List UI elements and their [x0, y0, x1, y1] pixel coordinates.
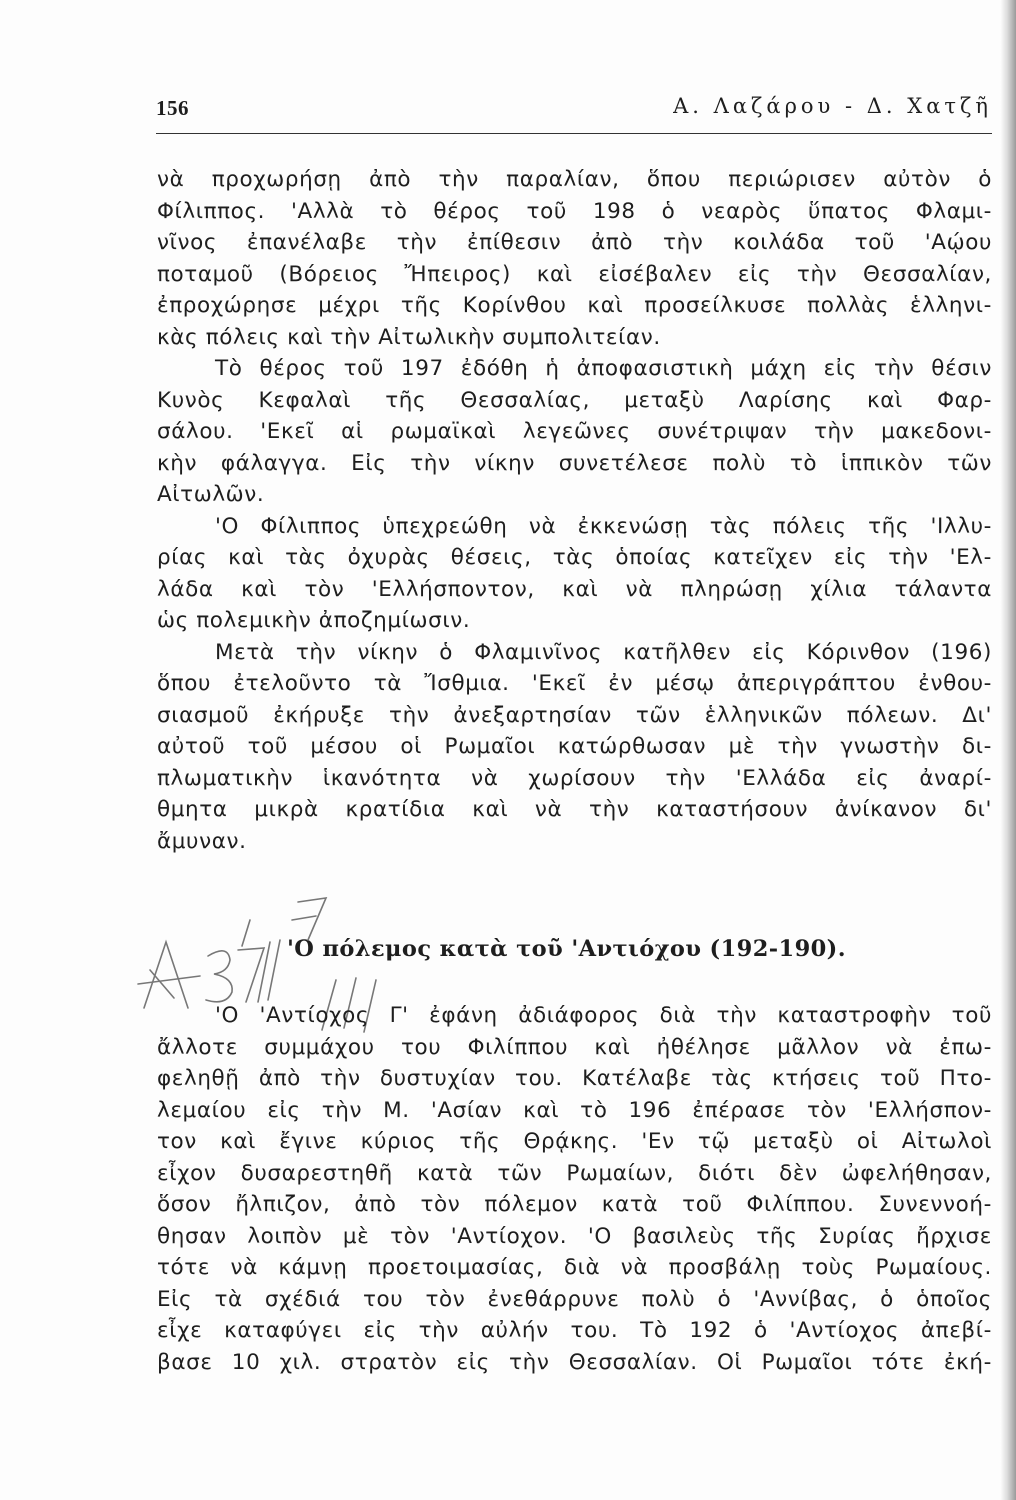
text-line: ρίας καὶ τὰς ὀχυρὰς θέσεις, τὰς ὁποίας κατεῖχεν εἰς τὴν 'Ελ- [157, 545, 992, 570]
text-line: ὡς πολεμικὴν ἀποζημίωσιν. [157, 608, 471, 633]
text-line: ἐπροχώρησε μέχρι τῆς Κορίνθου καὶ προσείλκυσε πολλὰς ἑλληνι- [157, 293, 992, 318]
page-header [156, 94, 992, 128]
text-line: κὰς πόλεις καὶ τὴν Αἰτωλικὴν συμπολιτείαν. [157, 324, 661, 350]
text-line: Αἰτωλῶν. [157, 482, 265, 507]
text-line: ὅπου ἐτελοῦντο τὰ Ἴσθμια. 'Εκεῖ ἐν μέσῳ ἀπεριγράπτου ἐνθου- [157, 671, 992, 696]
running-head-authors: Α. Λαζάρου - Δ. Χατζῆ [673, 94, 992, 118]
body-text-block-2 [157, 1000, 992, 1378]
text-line: βασε 10 χιλ. στρατὸν εἰς τὴν Θεσσαλίαν. Οἱ Ρωμαῖοι τότε ἐκή- [157, 1349, 992, 1375]
section-heading: 'Ο πόλεμος κατὰ τοῦ 'Αντιόχου (192-190). [287, 936, 846, 962]
page-number: 156 [156, 96, 189, 120]
text-line: πλωματικὴν ἱκανότητα νὰ χωρίσουν τὴν 'Ελλάδα εἰς ἀναρί- [157, 765, 992, 791]
text-line: νὰ προχωρήσῃ ἀπὸ τὴν παραλίαν, ὅπου περιώρισεν αὐτὸν ὁ [157, 167, 992, 192]
text-line: εἶχε καταφύγει εἰς τὴν αὐλήν του. Τὸ 192 ὁ 'Αντίοχος ἀπεβί- [157, 1318, 992, 1343]
text-line: Φίλιππος. 'Αλλὰ τὸ θέρος τοῦ 198 ὁ νεαρὸς ὕπατος Φλαμι- [157, 198, 992, 224]
text-line: ὅσον ἤλπιζον, ἀπὸ τὸν πόλεμον κατὰ τοῦ Φιλίππου. Συνεννοή- [157, 1192, 992, 1217]
text-line: Εἰς τὰ σχέδιά του τὸν ἐνεθάρρυνε πολὺ ὁ 'Αννίβας, ὁ ὁποῖος [157, 1286, 992, 1312]
text-line: ἄμυναν. [157, 828, 247, 854]
text-line: Τὸ θέρος τοῦ 197 ἐδόθη ἡ ἀποφασιστικὴ μάχη εἰς τὴν θέσιν [215, 356, 992, 381]
text-line: εἶχον δυσαρεστηθῆ κατὰ τῶν Ρωμαίων, διότι δὲν ὠφελήθησαν, [157, 1160, 992, 1186]
text-line: ποταμοῦ (Βόρειος Ἤπειρος) καὶ εἰσέβαλεν εἰς τὴν Θεσσαλίαν, [157, 261, 992, 287]
text-line: ἄλλοτε συμμάχου του Φιλίππου καὶ ἠθέλησε μᾶλλον νὰ ἐπω- [157, 1034, 992, 1060]
text-line: αὐτοῦ τοῦ μέσου οἱ Ρωμαῖοι κατώρθωσαν μὲ τὴν γνωστὴν δι- [157, 734, 992, 759]
text-line: τον καὶ ἔγινε κύριος τῆς Θρᾴκης. 'Εν τῷ μεταξὺ οἱ Αἰτωλοὶ [157, 1129, 992, 1154]
text-line: Μετὰ τὴν νίκην ὁ Φλαμινῖνος κατῆλθεν εἰς Κόρινθον (196) [215, 639, 992, 665]
text-line: κὴν φάλαγγα. Εἰς τὴν νίκην συνετέλεσε πολὺ τὸ ἱππικὸν τῶν [157, 450, 992, 476]
text-line: τότε νὰ κάμνῃ προετοιμασίας, διὰ νὰ προσβάλῃ τοὺς Ρωμαίους. [157, 1255, 992, 1280]
text-line: 'Ο 'Αντίοχος Γ' ἐφάνη ἀδιάφορος διὰ τὴν καταστροφὴν τοῦ [215, 1003, 992, 1028]
text-line: θμητα μικρὰ κρατίδια καὶ νὰ τὴν καταστήσουν ἀνίκανον δι' [157, 797, 992, 822]
text-line: φεληθῇ ἀπὸ τὴν δυστυχίαν του. Κατέλαβε τὰς κτήσεις τοῦ Πτο- [157, 1066, 992, 1091]
text-line: λάδα καὶ τὸν 'Ελλήσποντον, καὶ νὰ πληρώσῃ χίλια τάλαντα [157, 576, 992, 602]
header-rule [156, 133, 992, 134]
text-line: σάλου. 'Εκεῖ αἱ ρωμαϊκαὶ λεγεῶνες συνέτριψαν τὴν μακεδονι- [157, 419, 992, 444]
text-line: Κυνὸς Κεφαλαὶ τῆς Θεσσαλίας, μεταξὺ Λαρίσης καὶ Φαρ- [157, 387, 992, 413]
text-line: λεμαίου εἰς τὴν Μ. 'Ασίαν καὶ τὸ 196 ἐπέρασε τὸν 'Ελλήσπον- [157, 1097, 992, 1123]
text-line: σιασμοῦ ἐκήρυξε τὴν ἀνεξαρτησίαν τῶν ἑλληνικῶν πόλεων. Δι' [157, 702, 992, 728]
text-line: 'Ο Φίλιππος ὑπεχρεώθη νὰ ἐκκενώσῃ τὰς πόλεις τῆς 'Ιλλυ- [215, 513, 992, 539]
body-text-block-1 [157, 164, 992, 857]
binding-edge-shadow [1000, 0, 1016, 1500]
text-line: νῖνος ἐπανέλαβε τὴν ἐπίθεσιν ἀπὸ τὴν κοιλάδα τοῦ 'Αῴου [157, 230, 992, 255]
text-line: θησαν λοιπὸν μὲ τὸν 'Αντίοχον. 'Ο βασιλεὺς τῆς Συρίας ἤρχισε [157, 1223, 992, 1249]
